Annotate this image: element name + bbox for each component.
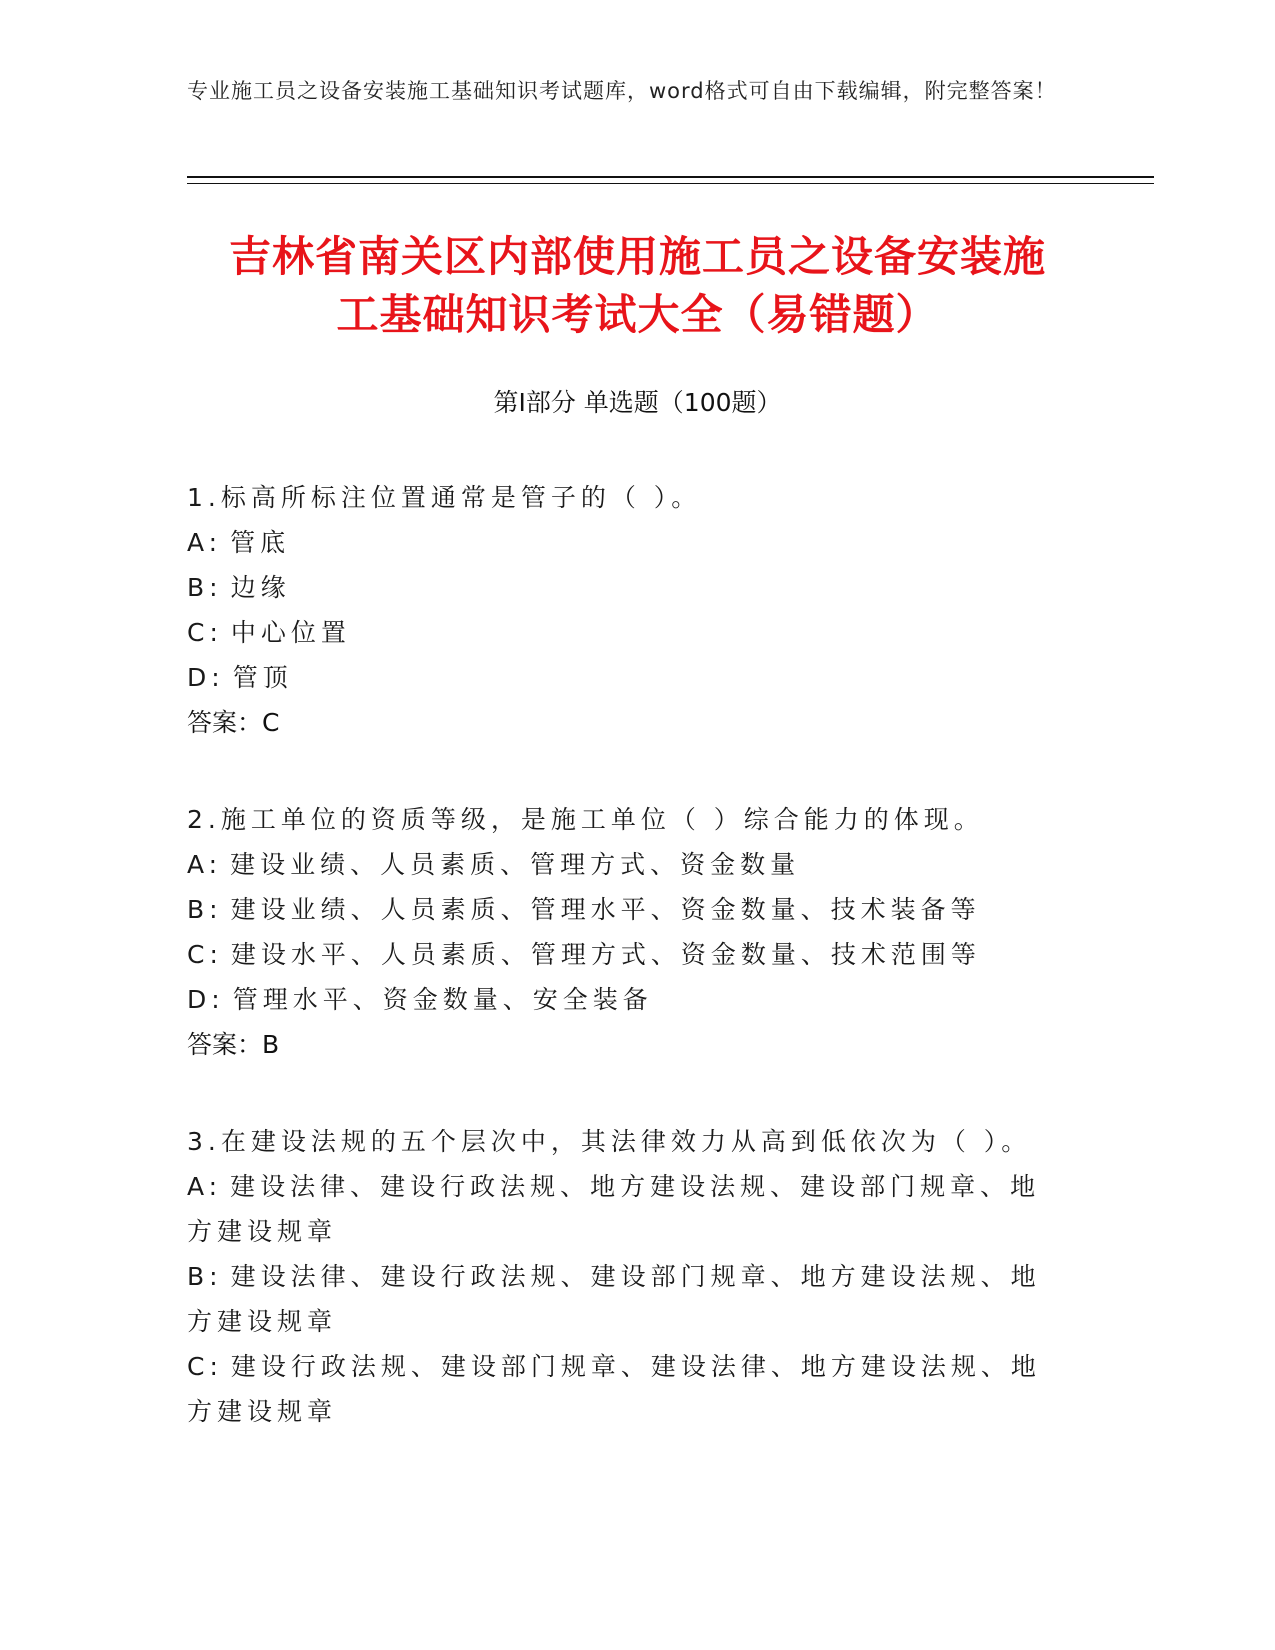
question-list [187,475,1067,1486]
question-3 [187,1119,1067,1434]
option-a [187,1164,1067,1254]
document-title [150,228,1125,344]
option-text: 建设业绩、人员素质、管理方式、资金数量 [230,850,801,879]
option-b [187,887,1067,932]
question-stem: 3.在建设法规的五个层次中，其法律效力从高到低依次为（ ）。 [187,1127,1032,1156]
header-note: 专业施工员之设备安装施工基础知识考试题库，word格式可自由下载编辑，附完整答案！ [187,79,1057,103]
option-label: A: [187,1172,223,1201]
option-c [187,932,1067,977]
option-text: 建设水平、人员素质、管理方式、资金数量、技术范围等 [230,940,981,969]
option-text: 管顶 [232,663,293,692]
option-text: 建设行政法规、建设部门规章、建设法律、地方建设法规、地方建设规章 [187,1352,1041,1426]
answer-line: 答案：C [187,708,280,737]
answer-line: 答案：B [187,1030,280,1059]
option-b [187,565,1067,610]
option-label: C: [187,618,223,647]
option-text: 边缘 [230,573,291,602]
question-stem: 1.标高所标注位置通常是管子的（ ）。 [187,483,702,512]
option-text: 建设业绩、人员素质、管理水平、资金数量、技术装备等 [230,895,981,924]
option-text: 管理水平、资金数量、安全装备 [232,985,653,1014]
option-a [187,520,1067,565]
option-d [187,655,1067,700]
question-1 [187,475,1067,745]
option-label: B: [187,1262,223,1291]
option-text: 中心位置 [230,618,351,647]
option-label: C: [187,940,223,969]
question-stem: 2.施工单位的资质等级，是施工单位（ ）综合能力的体现。 [187,805,984,834]
option-text: 建设法律、建设行政法规、地方建设法规、建设部门规章、地方建设规章 [187,1172,1041,1246]
option-d [187,977,1067,1022]
section-heading: 第Ⅰ部分 单选题（100题） [493,388,782,417]
option-b [187,1254,1067,1344]
option-label: D: [187,985,225,1014]
option-label: D: [187,663,225,692]
option-label: B: [187,895,223,924]
option-c [187,610,1067,655]
question-2 [187,797,1067,1067]
option-c [187,1344,1067,1434]
header-rule-thin [187,183,1154,184]
title-line-1: 吉林省南关区内部使用施工员之设备安装施 [228,232,1046,281]
option-text: 管底 [230,528,291,557]
header-rule-thick [187,176,1154,178]
option-label: A: [187,528,223,557]
option-label: C: [187,1352,223,1381]
option-label: A: [187,850,223,879]
title-line-2: 工基础知识考试大全（易错题） [336,290,939,339]
option-a [187,842,1067,887]
option-label: B: [187,573,223,602]
option-text: 建设法律、建设行政法规、建设部门规章、地方建设法规、地方建设规章 [187,1262,1041,1336]
